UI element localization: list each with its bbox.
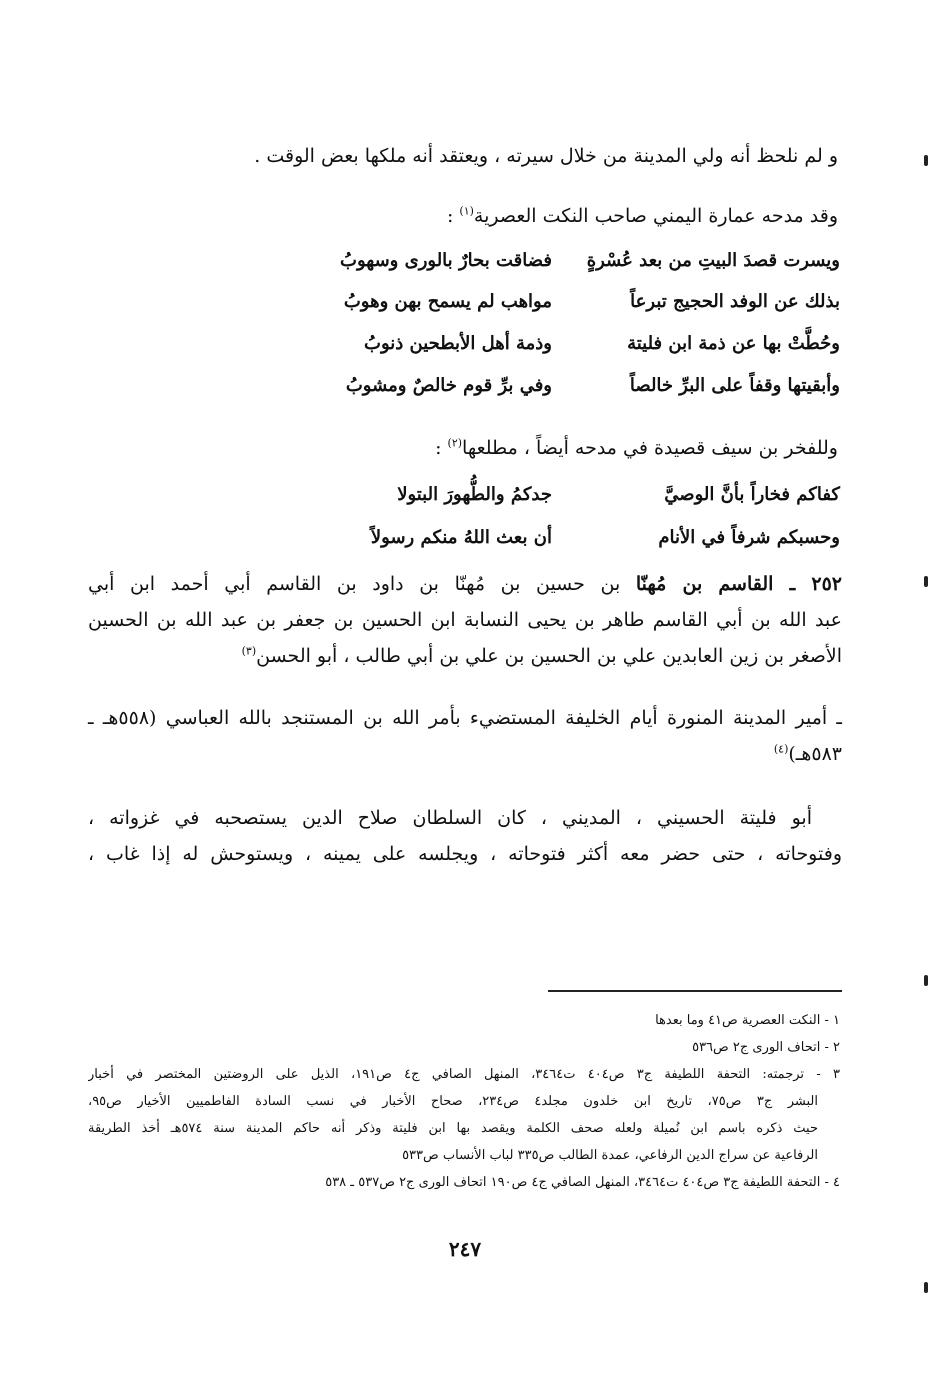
body-paragraph: [88, 800, 842, 872]
body-line-2: وفتوحاته ، حتى حضر معه أكثر فتوحاته ، ويجلسه على يمينه ، ويستوحش له إذا غاب ،: [88, 843, 842, 865]
footnote-ref-4: (٤): [773, 742, 789, 756]
colon: :: [446, 205, 460, 227]
poem-2-hemistich-left: أن بعث اللهُ منكم رسولاً: [370, 527, 552, 548]
footnote-3-line-3: حيث ذكره باسم ابن نُميلة ولعله صحف الكلمة ويقصد بها ابن فليتة وذكر أنه حاكم المدينة سنة ٥٧٤هـ أخذ الطريقة: [88, 1121, 818, 1136]
poem-1-hemistich-left: فضاقت بحارٌ بالورى وسهوبُ: [340, 250, 552, 271]
footnote-2: ٢ - اتحاف الورى ج٢ ص٥٣٦: [692, 1040, 840, 1055]
binding-mark: [924, 1282, 928, 1293]
entry-252: [88, 566, 842, 674]
colon: :: [435, 437, 448, 459]
intro-line-2: وقد مدحه عمارة اليمني صاحب النكت العصرية: [473, 205, 838, 227]
footnote-ref-3: (٣): [241, 644, 257, 658]
emir-line-1: ـ أمير المدينة المنورة أيام الخليفة المستضيء بأمر الله بن المستنجد بالله العباسي (٥٥٨هـ ـ: [88, 707, 842, 729]
entry-line-1: [88, 566, 842, 602]
poem-1-hemistich-right: وحُطَّتْ بها عن ذمة ابن فليتة: [627, 333, 840, 354]
poem-2-hemistich-right: كفاكم فخاراً بأنَّ الوصيَّ: [664, 484, 840, 505]
binding-mark: [924, 975, 928, 986]
poem-1-hemistich-right: ويسرت قصدَ البيتِ من بعد عُسْرةٍ: [586, 250, 840, 271]
entry-line-3: الأصغر بن زين العابدين علي بن الحسين بن علي بن أبي طالب ، أبو الحسن: [256, 645, 842, 667]
poem-1-hemistich-right: بذلك عن الوفد الحجيج تبرعاً: [630, 291, 840, 312]
body-line-1: أبو فليتة الحسيني ، المديني ، كان السلطان صلاح الدين يستصحبه في غزواته ،: [88, 807, 812, 829]
page-number: ٢٤٧: [448, 1237, 482, 1261]
emir-paragraph: [88, 700, 842, 772]
poem-1-hemistich-left: وذمة أهل الأبطحين ذنوبُ: [364, 333, 552, 354]
footnote-4: ٤ - التحفة اللطيفة ج٣ ص٤٠٤ ت٣٤٦٤، المنهل الصافي ج٤ ص١٩٠ اتحاف الورى ج٢ ص٥٣٧ ـ ٥٣٨: [325, 1175, 840, 1190]
binding-mark: [924, 155, 928, 166]
footnote-ref-2: (٢): [447, 436, 463, 450]
poem-1-hemistich-left: وفي برِّ قوم خالصٌ ومشوبُ: [345, 375, 552, 396]
poem-2-hemistich-left: جدكمُ والطُّهورَ البتولا: [397, 484, 552, 505]
entry-line-2: عبد الله بن أبي القاسم طاهر بن يحيى النسابة ابن الحسين بن جعفر بن عبد الله بن الحسين: [88, 609, 842, 631]
entry-title: ٢٥٢ ـ القاسم بن مُهنّا: [635, 573, 842, 595]
emir-line-2: ٥٨٣هـ): [788, 743, 842, 765]
poem-2-hemistich-right: وحسبكم شرفاً في الأنام: [658, 527, 840, 548]
binding-mark: [924, 576, 928, 587]
footnote-separator: [548, 990, 842, 992]
intro-paragraph: [148, 138, 838, 174]
footnote-1: ١ - النكت العصرية ص٤١ وما بعدها: [655, 1013, 840, 1028]
intro-poet-line: [148, 198, 838, 234]
intro-line-1: و لم نلحظ أنه ولي المدينة من خلال سيرته ، ويعتقد أنه ملكها بعض الوقت .: [254, 145, 838, 167]
footnote-3-line-1: ٣ - ترجمته: التحفة اللطيفة ج٣ ص٤٠٤ ت٣٤٦٤، المنهل الصافي ج٤ ص١٩١، الذيل على الروضتين المختصر في أخبار: [88, 1067, 840, 1082]
footnotes: [88, 1007, 840, 1196]
footnote-ref-1: (١): [459, 204, 474, 218]
poem-1-hemistich-left: مواهب لم يسمح بهن وهوبُ: [343, 291, 552, 312]
footnote-3-line-2: البشر ج٣ ص٧٥، تاريخ ابن خلدون مجلد٤ ص٢٣٤، صحاح الأخبار في نسب السادة الفاطميين الأخيار ص٩٥،: [88, 1094, 818, 1109]
fakhr-paragraph: [148, 430, 838, 466]
fakhr-text: وللفخر بن سيف قصيدة في مدحه أيضاً ، مطلعها: [462, 437, 838, 459]
footnote-3-line-4: الرفاعية عن سراج الدين الرفاعي، عمدة الطالب ص٣٣٥ لباب الأنساب ص٥٣٣: [402, 1148, 818, 1163]
entry-line-1-rest: بن حسين بن مُهنّا بن داود بن القاسم أبي أحمد ابن أبي: [88, 573, 636, 595]
poem-1-hemistich-right: وأبقيتها وقفاً على البرِّ خالصاً: [629, 375, 840, 396]
